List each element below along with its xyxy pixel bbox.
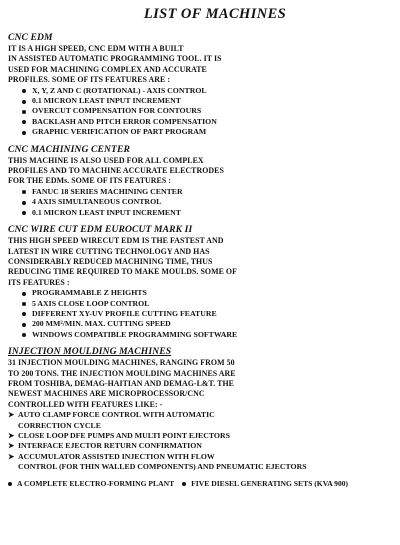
- feature-text: DIFFERENT XY-UV PROFILE CUTTING FEATURE: [32, 308, 217, 318]
- description-line: PROFILES AND TO MACHINE ACCURATE ELECTRODES: [8, 166, 224, 176]
- feature-text: 4 AXIS SIMULTANEOUS CONTROL: [32, 197, 162, 207]
- description-line: 31 INJECTION MOULDING MACHINES, RANGING FROM 50: [8, 358, 235, 368]
- description-line: LATEST IN WIRE CUTTING TECHNOLOGY AND HAS: [8, 246, 210, 256]
- feature-item: [22, 330, 388, 340]
- description-line: ITS FEATURES :: [8, 277, 70, 287]
- feature-item: [22, 309, 388, 319]
- feature-text: 5 AXIS CLOSE LOOP CONTROL: [32, 298, 150, 308]
- section-description-cnc-edm: [8, 44, 388, 86]
- arrow-bullet-icon: ➤: [8, 451, 15, 461]
- description-line: IN ASSISTED AUTOMATIC PROGRAMMING TOOL. IT IS: [8, 54, 222, 64]
- bullet-icon: [22, 190, 26, 194]
- section-heading-cnc-machining-center: CNC MACHINING CENTER: [8, 143, 130, 155]
- arrow-bullet-icon: ➤: [8, 441, 15, 451]
- bullet-icon: [22, 302, 26, 306]
- feature-item: [8, 410, 388, 431]
- feature-item: [22, 299, 388, 309]
- feature-item: [22, 187, 388, 197]
- feature-list-cnc-edm: [8, 86, 388, 138]
- feature-text: ACCUMULATOR ASSISTED INJECTION WITH FLOW: [18, 451, 215, 461]
- feature-item: [22, 117, 388, 127]
- bullet-icon: [22, 323, 26, 327]
- description-line: CONSIDERABLY REDUCED MACHINING TIME, THUS: [8, 256, 213, 266]
- feature-list-cnc-machining-center: [8, 187, 388, 218]
- bullet-icon: [22, 100, 26, 104]
- section-heading-wire-cut-edm: CNC WIRE CUT EDM EUROCUT MARK II: [8, 224, 193, 236]
- description-line: PROFILES. SOME OF ITS FEATURES ARE :: [8, 75, 171, 85]
- feature-item: [8, 431, 388, 441]
- bullet-icon: [22, 312, 26, 316]
- section-wire-cut-edm: [8, 224, 388, 340]
- feature-text: FANUC 18 SERIES MACHINING CENTER: [32, 186, 183, 196]
- feature-text: OVERCUT COMPENSATION FOR CONTOURS: [32, 106, 202, 116]
- feature-item: [22, 288, 388, 298]
- footer-item: [8, 479, 174, 489]
- description-line: CONTROLLED WITH FEATURES LIKE: -: [8, 399, 163, 409]
- description-line: USED FOR MACHINING COMPLEX AND ACCURATE: [8, 64, 207, 74]
- feature-text: AUTO CLAMP FORCE CONTROL WITH AUTOMATIC: [18, 410, 215, 420]
- section-cnc-edm: [8, 32, 388, 138]
- feature-text: PROGRAMMABLE Z HEIGHTS: [32, 288, 147, 298]
- feature-item: [22, 96, 388, 106]
- feature-text: 0.1 MICRON LEAST INPUT INCREMENT: [32, 207, 181, 217]
- bullet-icon: [22, 292, 26, 296]
- feature-text: GRAPHIC VERIFICATION OF PART PROGRAM: [32, 127, 207, 137]
- feature-text: CLOSE LOOP DFE PUMPS AND MULTI POINT EJECTORS: [18, 431, 230, 440]
- feature-list-wire-cut-edm: [8, 288, 388, 340]
- description-line: THIS MACHINE IS ALSO USED FOR ALL COMPLEX: [8, 155, 204, 165]
- description-line: THIS HIGH SPEED WIRECUT EDM IS THE FASTEST AND: [8, 236, 224, 246]
- feature-list-injection-moulding: [8, 410, 388, 472]
- bullet-icon: [22, 131, 26, 135]
- feature-text: BACKLASH AND PITCH ERROR COMPENSATION: [32, 116, 217, 126]
- section-heading-injection-moulding: INJECTION MOULDING MACHINES: [8, 346, 172, 358]
- section-description-cnc-machining-center: [8, 156, 388, 187]
- feature-text: 200 MM²/MIN. MAX. CUTTING SPEED: [32, 319, 171, 329]
- page-title: LIST OF MACHINES: [143, 6, 287, 22]
- feature-item: [22, 319, 388, 329]
- feature-item: [22, 208, 388, 218]
- feature-text: X, Y, Z AND C (ROTATIONAL) - AXIS CONTROL: [32, 85, 207, 95]
- bullet-icon: [22, 120, 26, 124]
- description-line: FOR THE EDMs. SOME OF ITS FEATURES :: [8, 176, 171, 186]
- section-cnc-machining-center: [8, 144, 388, 218]
- footer-facilities: [8, 479, 388, 489]
- bullet-icon: [22, 333, 26, 337]
- footer-text: A COMPLETE ELECTRO-FORMING PLANT: [17, 478, 175, 488]
- bullet-icon: [22, 110, 26, 114]
- description-line: IT IS A HIGH SPEED, CNC EDM WITH A BUILT: [8, 44, 184, 53]
- bullet-icon: [22, 89, 26, 93]
- bullet-icon: [22, 211, 26, 215]
- feature-item: [22, 106, 388, 116]
- description-line: NEWEST MACHINES ARE MICROPROCESSOR/CNC: [8, 389, 205, 399]
- footer-text: FIVE DIESEL GENERATING SETS (KVA 900): [191, 478, 349, 488]
- feature-item: [22, 197, 388, 207]
- feature-item: [22, 86, 388, 96]
- description-line: FROM TOSHIBA, DEMAG-HAITIAN AND DEMAG-L&T. THE: [8, 378, 234, 388]
- feature-text: CORRECTION CYCLE: [18, 420, 101, 430]
- description-line: REDUCING TIME REQUIRED TO MAKE MOULDS. SOME OF: [8, 267, 237, 277]
- footer-item: [182, 479, 348, 489]
- feature-text: CONTROL (FOR THIN WALLED COMPONENTS) AND PNEUMATIC EJECTORS: [18, 462, 307, 472]
- feature-text: INTERFACE EJECTOR RETURN CONFIRMATION: [18, 441, 202, 451]
- arrow-bullet-icon: ➤: [8, 410, 15, 420]
- section-description-injection-moulding: [8, 358, 388, 410]
- feature-item: [8, 452, 388, 473]
- description-line: TO 200 TONS. THE INJECTION MOULDING MACHINES ARE: [8, 368, 236, 378]
- feature-item: [22, 127, 388, 137]
- feature-item: [8, 441, 388, 451]
- feature-text: 0.1 MICRON LEAST INPUT INCREMENT: [32, 96, 181, 106]
- arrow-bullet-icon: ➤: [8, 431, 15, 440]
- section-injection-moulding: [8, 346, 388, 472]
- bullet-icon: [22, 201, 26, 205]
- bullet-icon: [182, 482, 186, 486]
- feature-text: WINDOWS COMPATIBLE PROGRAMMING SOFTWARE: [32, 329, 238, 339]
- section-heading-cnc-edm: CNC EDM: [8, 32, 53, 43]
- bullet-icon: [8, 482, 12, 486]
- section-description-wire-cut-edm: [8, 236, 388, 288]
